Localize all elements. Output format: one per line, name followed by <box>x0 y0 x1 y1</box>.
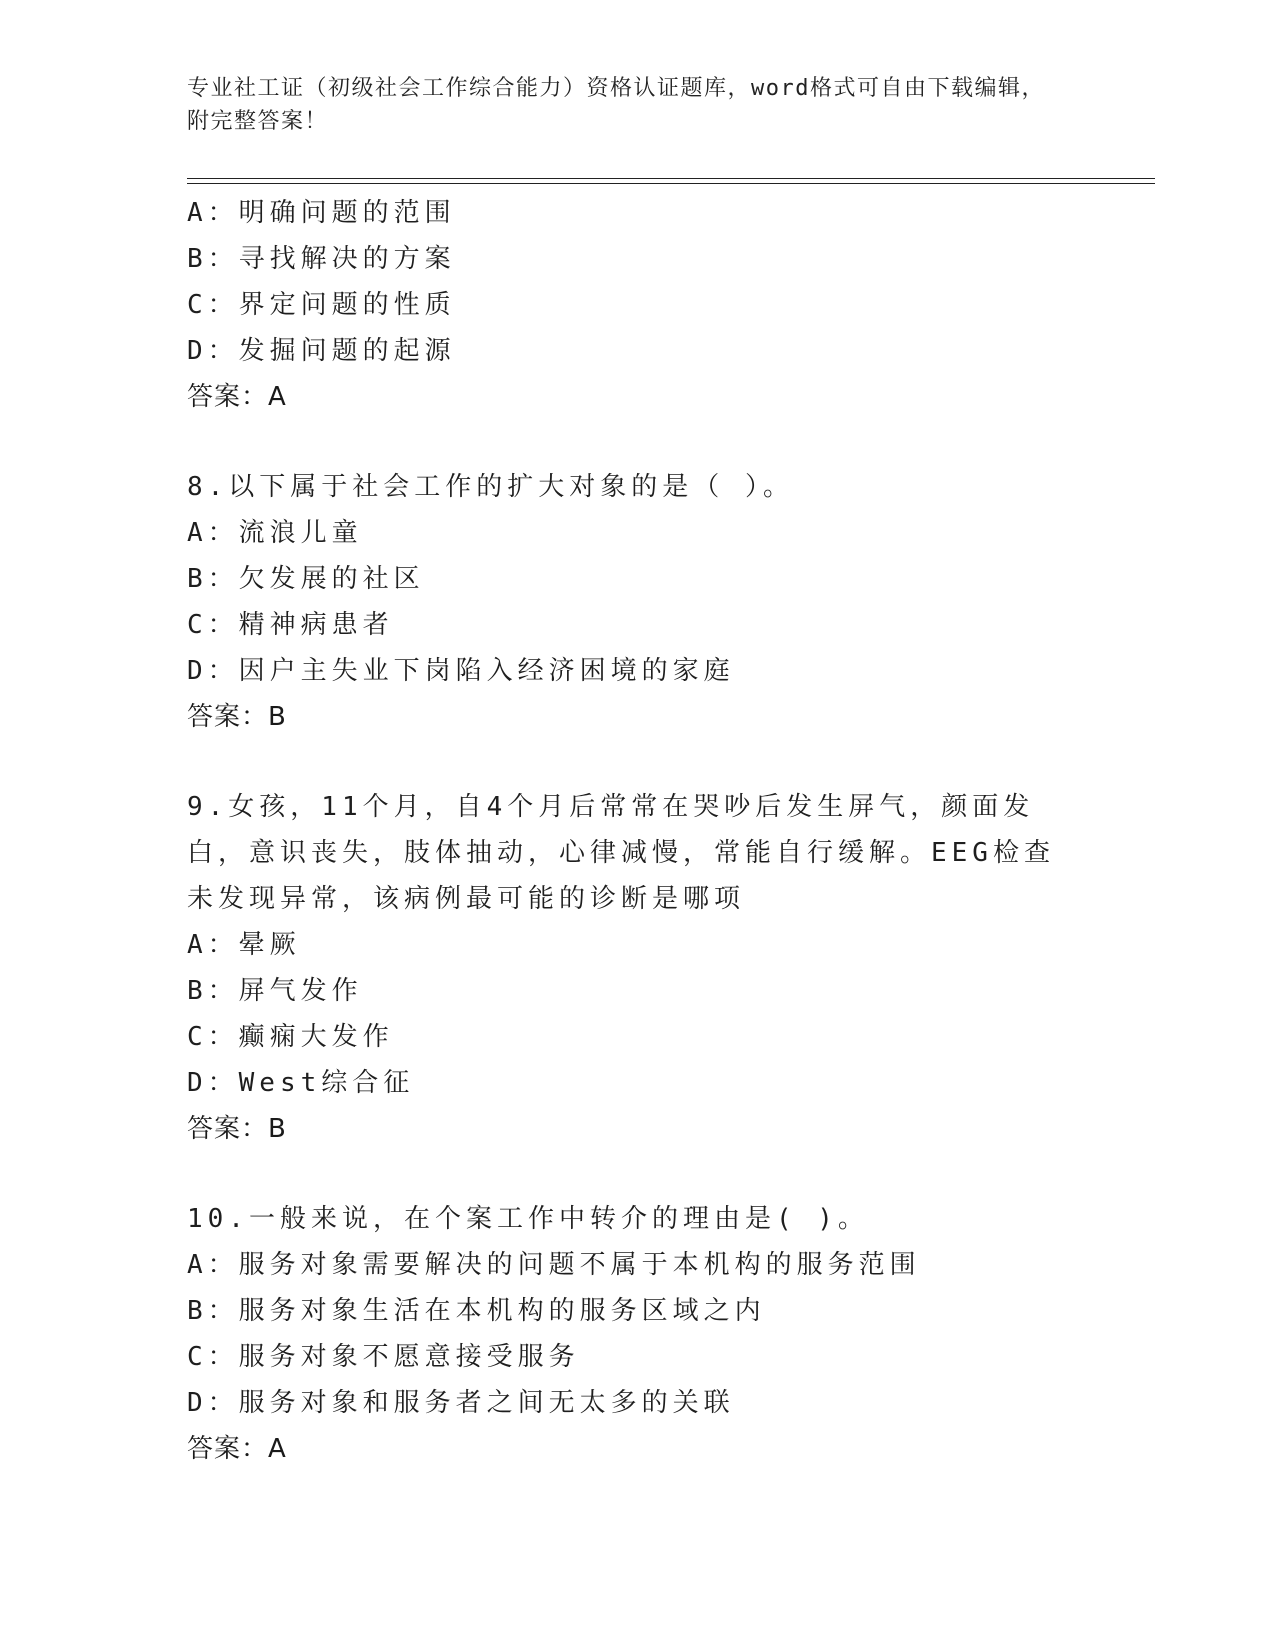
spacer <box>187 1152 1067 1196</box>
spacer <box>187 740 1067 784</box>
question-block-7 <box>187 190 1067 420</box>
option-d: D：服务对象和服务者之间无太多的关联 <box>187 1388 735 1418</box>
option-d: D：West综合征 <box>187 1068 415 1098</box>
answer-text: 答案：B <box>187 1114 287 1144</box>
option-a: A：流浪儿童 <box>187 518 363 548</box>
option-b: B：寻找解决的方案 <box>187 244 456 274</box>
option-a: A：服务对象需要解决的问题不属于本机构的服务范围 <box>187 1250 921 1280</box>
option-c: C：界定问题的性质 <box>187 290 456 320</box>
question-stem: 8.以下属于社会工作的扩大对象的是（ ）。 <box>187 472 794 502</box>
answer-text: 答案：A <box>187 382 287 412</box>
option-c: C：癫痫大发作 <box>187 1022 394 1052</box>
answer-text: 答案：B <box>187 702 287 732</box>
option-c: C：精神病患者 <box>187 610 394 640</box>
question-block-9 <box>187 784 1067 1152</box>
option-b: B：屏气发作 <box>187 976 363 1006</box>
question-stem: 9.女孩，11个月，自4个月后常常在哭吵后发生屏气，颜面发白，意识丧失，肢体抽动，心律减慢，常能自行缓解。EEG检查未发现异常，该病例最可能的诊断是哪项 <box>187 792 1055 914</box>
spacer <box>187 420 1067 464</box>
option-a: A：晕厥 <box>187 930 301 960</box>
option-d: D：发掘问题的起源 <box>187 336 456 366</box>
option-a: A：明确问题的范围 <box>187 198 456 228</box>
document-title: 专业社工证（初级社会工作综合能力）资格认证题库，word格式可自由下载编辑，附完整答案！ <box>187 76 1045 134</box>
question-block-8 <box>187 464 1067 740</box>
option-b: B：服务对象生活在本机构的服务区域之内 <box>187 1296 766 1326</box>
header-divider-bottom <box>187 183 1155 184</box>
option-b: B：欠发展的社区 <box>187 564 425 594</box>
header-divider-top <box>187 178 1155 179</box>
question-block-10 <box>187 1196 1067 1472</box>
option-c: C：服务对象不愿意接受服务 <box>187 1342 580 1372</box>
option-d: D：因户主失业下岗陷入经济困境的家庭 <box>187 656 735 686</box>
question-stem: 10.一般来说，在个案工作中转介的理由是( )。 <box>187 1204 869 1234</box>
question-list <box>187 190 1067 1472</box>
answer-text: 答案：A <box>187 1434 287 1464</box>
